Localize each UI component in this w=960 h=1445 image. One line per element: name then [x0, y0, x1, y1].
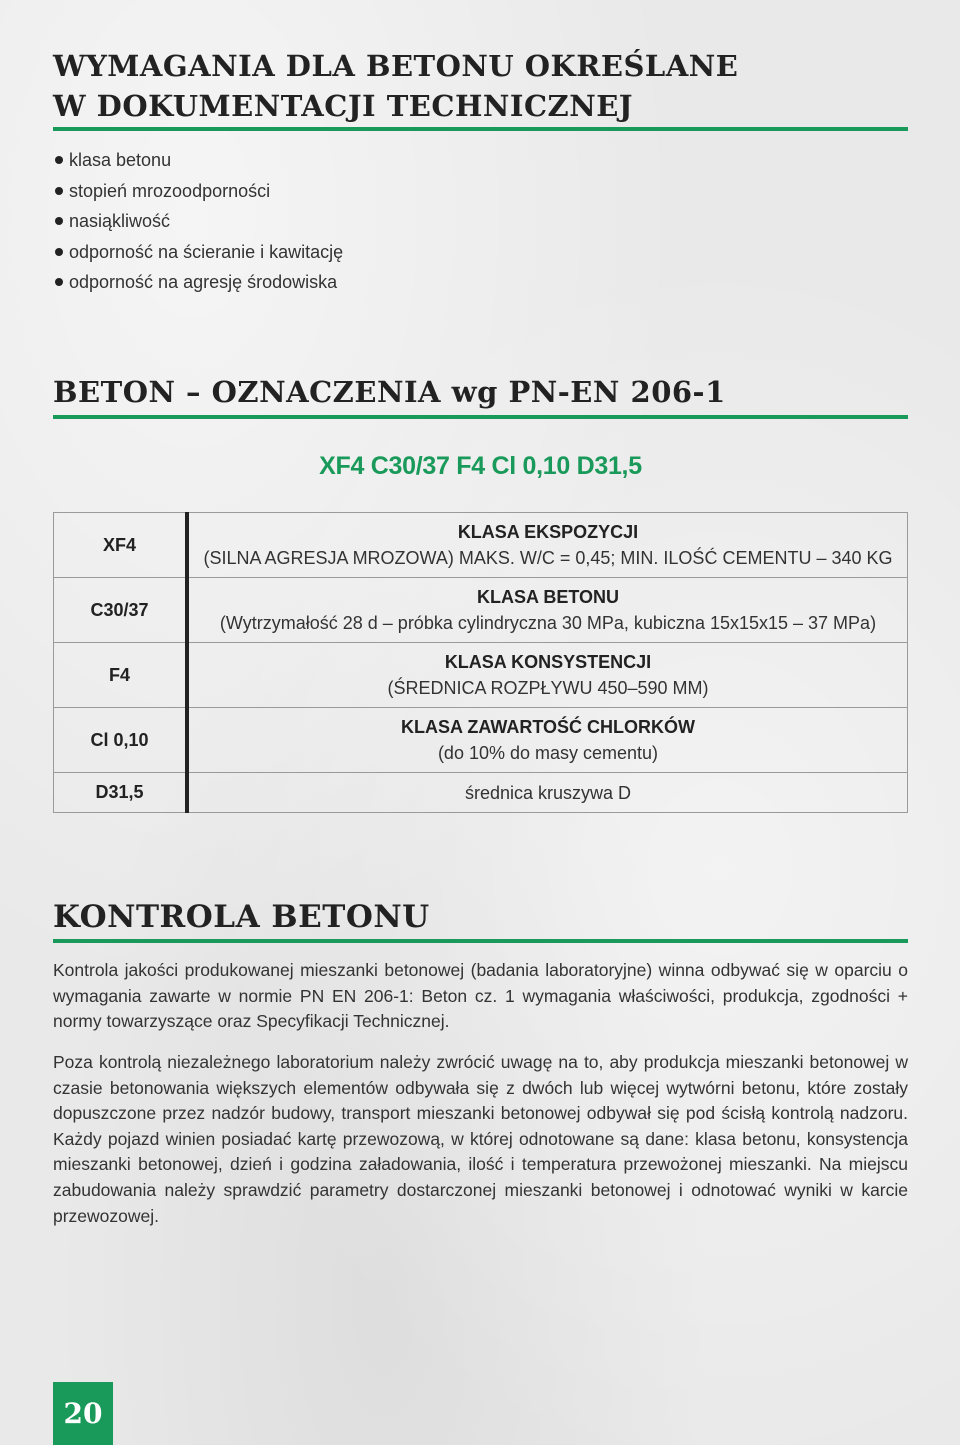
designation-description: [187, 643, 908, 708]
green-divider: [53, 939, 908, 943]
list-item: odporność na ścieranie i kawitację: [53, 237, 343, 268]
designation-code: XF4: [54, 513, 188, 578]
designation-description: [187, 773, 908, 813]
requirements-list: [53, 145, 343, 298]
table-row: [54, 643, 908, 708]
control-title: KONTROLA BETONU: [53, 899, 430, 935]
designation-table: [53, 512, 908, 813]
control-paragraph-2: Poza kontrolą niezależnego laboratorium należy zwrócić uwagę na to, aby produkcja mieszanki betonowej w czasie betonowania większych elementów odbywała się z dwóch lub więcej wytwórni betonu, które zostały dopuszczone przez nadzór budowy, transport mieszanki betonowej odbywał się pod ścisłą kontrolą nadzoru. Każdy pojazd winien posiadać kartę przewozową, w której odnotowane są dane: klasa betonu, konsystencja mieszanki betonowej, dzień i godzina załadowania, ilość i temperatura przewożonej mieszanki. Na miejscu zabudowania należy sprawdzić parametry dostarczonej mieszanki betonowej i odnotować wyniki w karcie przewozowej.: [53, 1052, 908, 1226]
designations-title: BETON – OZNACZENIA wg PN-EN 206-1: [53, 375, 726, 409]
list-item: klasa betonu: [53, 145, 343, 176]
requirements-title: [53, 46, 738, 126]
designation-description: [187, 513, 908, 578]
description-detail: (ŚREDNICA ROZPŁYWU 450–590 MM): [387, 678, 709, 698]
table-row: [54, 513, 908, 578]
table-row: [54, 708, 908, 773]
green-divider: [53, 127, 908, 131]
control-paragraph-1: Kontrola jakości produkowanej mieszanki betonowej (badania laboratoryjne) winna odbywać się w oparciu o wymagania zawarte w normie PN EN 206-1: Beton cz. 1 wymagania właściwości, produkcja, zgodności + normy towarzyszące oraz Specyfikacji Technicznej.: [53, 960, 908, 1032]
designation-code: D31,5: [54, 773, 188, 813]
page-number: 20: [53, 1382, 113, 1445]
designation-code: Cl 0,10: [54, 708, 188, 773]
green-divider: [53, 415, 908, 419]
description-detail: (do 10% do masy cementu): [437, 743, 659, 763]
description-detail: (SILNA AGRESJA MROZOWA) MAKS. W/C = 0,45; MIN. ILOŚĆ CEMENTU – 340 KG: [203, 548, 893, 568]
designation-code: C30/37: [54, 578, 188, 643]
designation-code: F4: [54, 643, 188, 708]
designation-description: [187, 578, 908, 643]
description-heading: KLASA BETONU: [476, 587, 619, 607]
description-heading: KLASA ZAWARTOŚĆ CHLORKÓW: [401, 717, 695, 737]
description-detail: średnica kruszywa D: [464, 782, 632, 803]
requirements-title-line2: W DOKUMENTACJI TECHNICZNEJ: [53, 89, 634, 123]
table-row: [54, 578, 908, 643]
description-heading: KLASA KONSYSTENCJI: [444, 652, 652, 672]
list-item: nasiąkliwość: [53, 206, 343, 237]
description-detail: (Wytrzymałość 28 d – próbka cylindryczna 30 MPa, kubiczna 15x15x15 – 37 MPa): [219, 613, 877, 633]
list-item: odporność na agresję środowiska: [53, 267, 343, 298]
designation-example: XF4 C30/37 F4 Cl 0,10 D31,5: [319, 452, 642, 480]
designation-description: [187, 708, 908, 773]
list-item: stopień mrozoodporności: [53, 176, 343, 207]
table-row: [54, 773, 908, 813]
requirements-title-line1: WYMAGANIA DLA BETONU OKREŚLANE: [53, 49, 739, 83]
description-heading: KLASA EKSPOZYCJI: [457, 522, 639, 542]
